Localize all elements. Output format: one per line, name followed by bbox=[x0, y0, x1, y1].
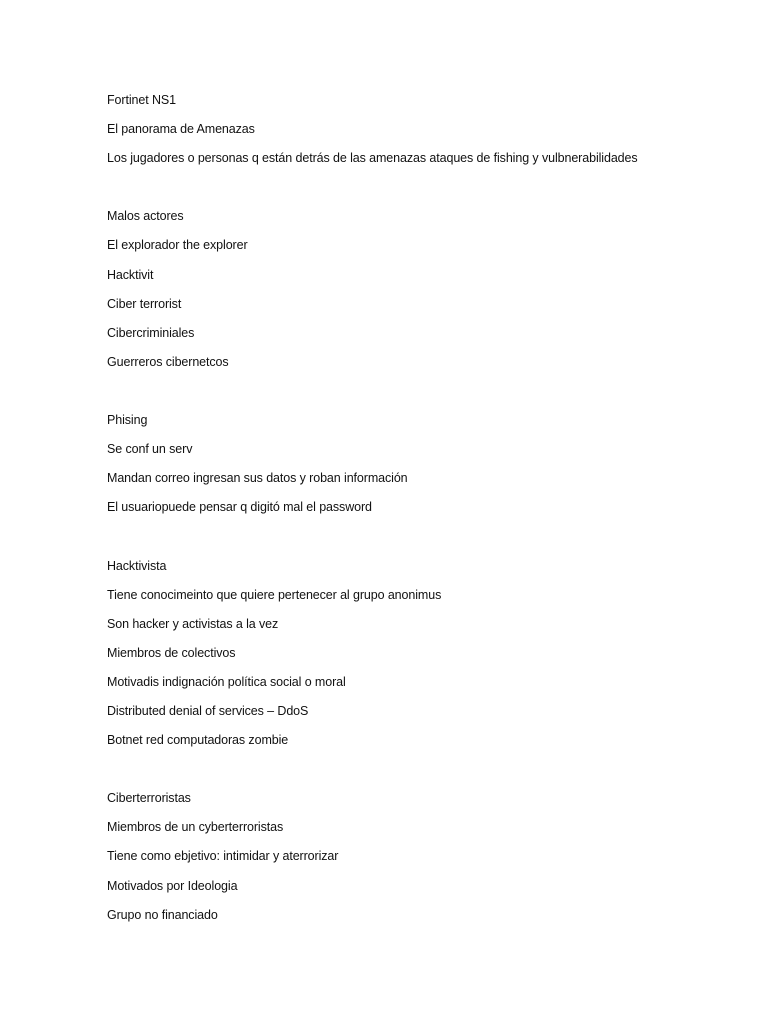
text-line: Ciber terrorist bbox=[107, 296, 182, 311]
section-heading-phising: Phising bbox=[107, 413, 148, 428]
text-line: Distributed denial of services – DdoS bbox=[107, 703, 309, 718]
text-line: Los jugadores o personas q están detrás de las amenazas ataques de fishing y vulbnerabilidades bbox=[107, 151, 638, 166]
text-line: Se conf un serv bbox=[107, 442, 193, 457]
blank-line bbox=[107, 761, 727, 778]
section-heading-hacktivista: Hacktivista bbox=[107, 558, 167, 573]
text-line: Botnet red computadoras zombie bbox=[107, 733, 289, 748]
blank-line bbox=[107, 179, 727, 196]
document-title: Fortinet NS1 bbox=[107, 93, 176, 107]
blank-line bbox=[107, 383, 727, 400]
text-line: Motivados por Ideologia bbox=[107, 878, 238, 893]
text-line: Mandan correo ingresan sus datos y roban información bbox=[107, 471, 408, 486]
section-heading-ciberterroristas: Ciberterroristas bbox=[107, 791, 191, 806]
text-line: Cibercriminiales bbox=[107, 325, 195, 340]
text-line: Miembros de un cyberterroristas bbox=[107, 820, 284, 835]
text-line: El usuariopuede pensar q digitó mal el password bbox=[107, 500, 372, 515]
text-line: El explorador the explorer bbox=[107, 238, 248, 253]
text-line: Son hacker y activistas a la vez bbox=[107, 616, 279, 631]
blank-line bbox=[107, 528, 727, 545]
text-line: El panorama de Amenazas bbox=[107, 122, 255, 137]
text-line: Miembros de colectivos bbox=[107, 645, 236, 660]
text-line: Tiene conocimeinto que quiere pertenecer al grupo anonimus bbox=[107, 587, 442, 602]
section-heading-malos-actores: Malos actores bbox=[107, 209, 184, 224]
document-body bbox=[107, 92, 727, 936]
text-line: Tiene como ebjetivo: intimidar y aterrorizar bbox=[107, 849, 339, 864]
text-line: Motivadis indignación política social o moral bbox=[107, 674, 346, 689]
text-line: Guerreros cibernetcos bbox=[107, 354, 229, 369]
text-line: Hacktivit bbox=[107, 267, 154, 282]
text-line: Grupo no financiado bbox=[107, 907, 218, 922]
